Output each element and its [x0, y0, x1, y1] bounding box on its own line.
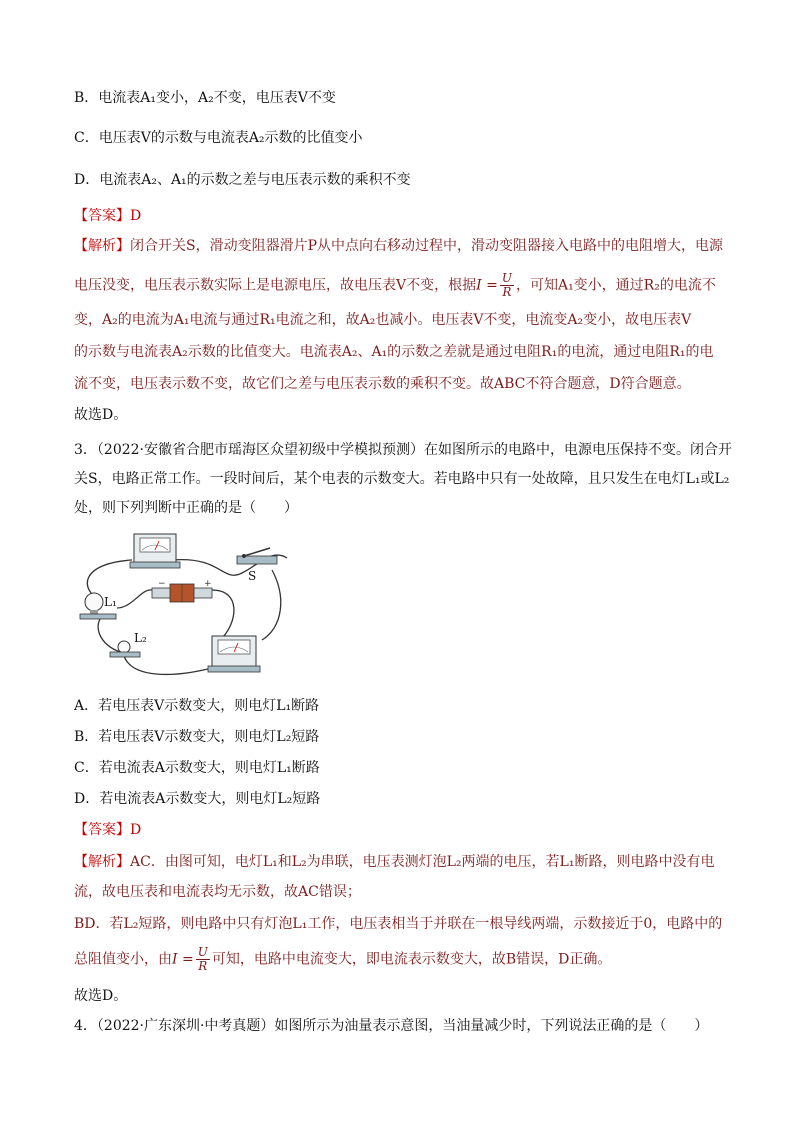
- q2-analysis-line1: 【解析】闭合开关S，滑动变阻器滑片P从中点向右移动过程中，滑动变阻器接入电路中的电阻增大，电源: [74, 238, 724, 254]
- svg-text:−: −: [158, 579, 166, 589]
- q3-stem-line3: 处，则下列判断中正确的是（ ）: [74, 500, 298, 516]
- formula-fraction: $\frac{U}{R}$: [501, 271, 512, 299]
- wire: [124, 656, 212, 674]
- q2-conclusion: 故选D。: [74, 407, 128, 423]
- q3-option-d: D．若电流表A示数变大，则电灯L₂短路: [74, 791, 321, 807]
- q3-option-c: C．若电流表A示数变大，则电灯L₁断路: [74, 760, 320, 776]
- q2-option-b: B．电流表A₁变小，A₂不变，电压表V不变: [74, 90, 336, 106]
- q3-stem-line1: 3．（2022·安徽省合肥市瑶海区众望初级中学模拟预测）在如图所示的电路中，电源电压保持不变。闭合开: [74, 442, 732, 458]
- answer-label: 【答案】: [74, 822, 130, 838]
- svg-text:+: +: [204, 579, 212, 589]
- q2-option-c: C．电压表V的示数与电流表A₂示数的比值变小: [74, 130, 363, 146]
- battery-icon: [152, 579, 212, 602]
- switch-icon: [237, 548, 277, 564]
- voltmeter-icon: [130, 534, 180, 568]
- q3-option-a: A．若电压表V示数变大，则电灯L₁断路: [74, 698, 320, 714]
- wire: [262, 570, 281, 640]
- q2-analysis-line5: 流不变，电压表示数不变，故它们之差与电压表示数的乘积不变。故ABC不符合题意，D符合题意。: [74, 376, 691, 392]
- q2-analysis-line4: 的示数与电流表A₂示数的比值变大。电流表A₂、A₁的示数之差就是通过电阻R₁的电流，通过电阻R₁的电: [74, 344, 714, 360]
- q2-analysis-line3: 变，A₂的电流为A₁电流与通过R₁电流之和，故A₂也减小。电压表V不变，电流变A₂变小，故电压表V: [74, 312, 692, 328]
- formula-fraction: $\frac{U}{R}$: [197, 945, 208, 973]
- q2-option-d: D．电流表A₂、A₁的示数之差与电压表示数的乘积不变: [74, 172, 411, 188]
- q3-analysis-line4: 总阻值变小，由I = $\frac{U}{R}$ 可知，电路中电流变大，即电流表示数变大，故B错误，D正确。: [74, 945, 612, 973]
- formula-lhs: I =: [476, 277, 498, 294]
- ammeter-icon: [208, 636, 260, 672]
- circuit-figure: [72, 528, 304, 684]
- analysis-label: 【解析】: [74, 238, 130, 254]
- q3-analysis-line2: 流，故电压表和电流表均无示数，故AC错误；: [74, 884, 361, 900]
- q3-analysis-line1: 【解析】AC．由图可知，电灯L₁和L₂为串联，电压表测灯泡L₂两端的电压，若L₁断路，则电路中没有电: [74, 854, 715, 870]
- lamp-l2-label: L₂: [134, 631, 147, 645]
- q3-stem-line2: 关S，电路正常工作。一段时间后，某个电表的示数变大。若电路中只有一处故障，且只发生在电灯L₁或L₂: [74, 471, 730, 487]
- q2-analysis-line2: 电压没变，电压表示数实际上是电源电压，故电压表V不变，根据I = $\frac{U}{R}$ ，可知A₁变小，通过R₂的电流不: [74, 271, 716, 299]
- q4-stem-line1: 4．（2022·广东深圳·中考真题）如图所示为油量表示意图，当油量减少时，下列说法正确的是（ ）: [74, 1018, 709, 1034]
- switch-label: S: [248, 569, 257, 583]
- wire: [117, 590, 152, 608]
- answer-value: D: [130, 208, 142, 224]
- q3-answer: [74, 820, 141, 840]
- lamp-l1-label: L₁: [104, 595, 117, 609]
- q3-option-b: B．若电压表V示数变大，则电灯L₂短路: [74, 729, 320, 745]
- q2-answer: [74, 206, 141, 226]
- q3-analysis-line3: BD．若L₂短路，则电路中只有灯泡L₁工作，电压表相当于并联在一根导线两端，示数接近于0，电路中的: [74, 916, 723, 932]
- q3-conclusion: 故选D。: [74, 988, 128, 1004]
- analysis-label: 【解析】: [74, 854, 130, 870]
- wire: [212, 590, 234, 638]
- answer-label: 【答案】: [74, 208, 130, 224]
- answer-value: D: [130, 822, 142, 838]
- formula-lhs: I =: [172, 951, 194, 968]
